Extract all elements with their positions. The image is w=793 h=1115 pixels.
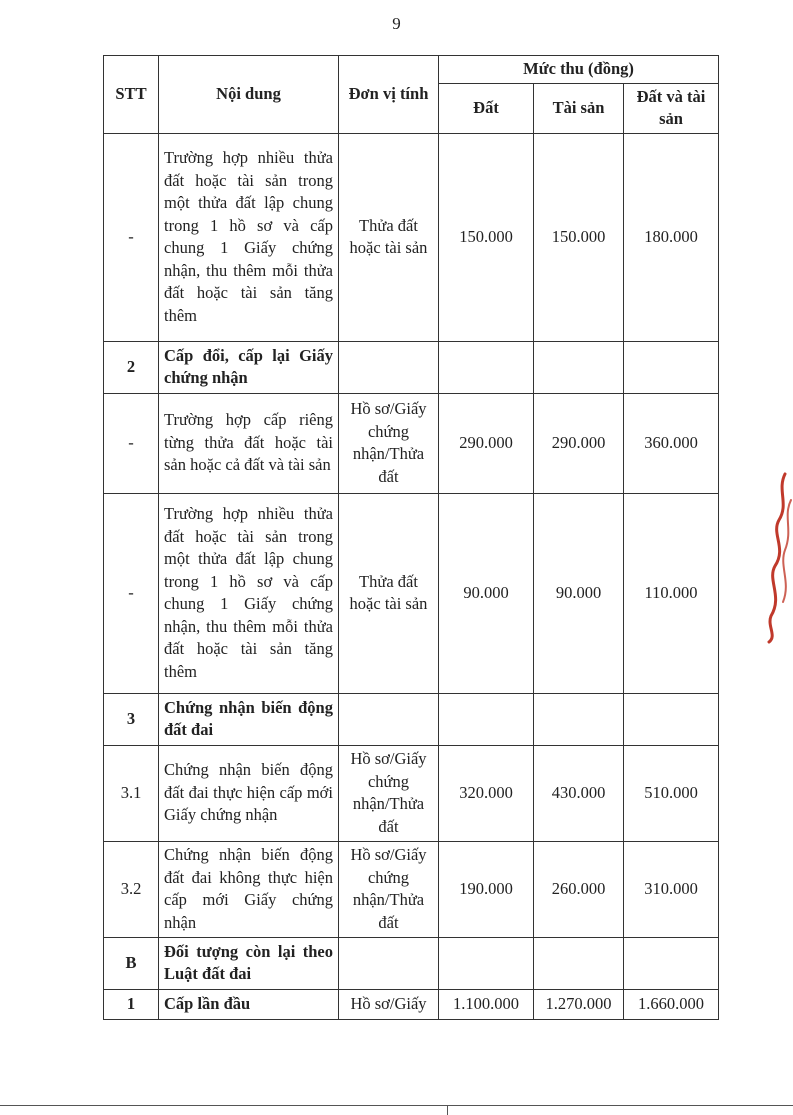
row-stt: 3.1	[104, 745, 159, 841]
table-row	[104, 133, 719, 341]
row-asset-fee: 260.000	[534, 841, 624, 937]
row-land-asset-fee	[624, 937, 719, 989]
header-land-asset: Đất và tài sản	[624, 83, 719, 133]
header-unit: Đơn vị tính	[339, 56, 439, 134]
row-unit: Thửa đất hoặc tài sản	[339, 133, 439, 341]
row-unit	[339, 693, 439, 745]
row-land-fee: 1.100.000	[439, 989, 534, 1019]
row-content: Đối tượng còn lại theo Luật đất đai	[159, 937, 339, 989]
row-stt: B	[104, 937, 159, 989]
row-content: Cấp đổi, cấp lại Giấy chứng nhận	[159, 341, 339, 393]
row-asset-fee	[534, 693, 624, 745]
table-row	[104, 989, 719, 1019]
table-row	[104, 393, 719, 493]
row-stt: 1	[104, 989, 159, 1019]
row-content: Chứng nhận biến động đất đai thực hiện cấp mới Giấy chứng nhận	[159, 745, 339, 841]
row-land-asset-fee: 180.000	[624, 133, 719, 341]
row-unit: Hồ sơ/Giấy	[339, 989, 439, 1019]
bottom-tick	[447, 1105, 448, 1115]
row-land-fee	[439, 693, 534, 745]
row-land-fee: 320.000	[439, 745, 534, 841]
header-fee-group: Mức thu (đồng)	[439, 56, 719, 84]
row-content: Trường hợp cấp riêng từng thửa đất hoặc tài sản hoặc cả đất và tài sản	[159, 393, 339, 493]
table-row	[104, 341, 719, 393]
row-unit	[339, 341, 439, 393]
table-row	[104, 841, 719, 937]
row-stt: 2	[104, 341, 159, 393]
row-asset-fee: 430.000	[534, 745, 624, 841]
table-header	[104, 56, 719, 134]
header-land: Đất	[439, 83, 534, 133]
row-asset-fee: 290.000	[534, 393, 624, 493]
row-land-asset-fee: 310.000	[624, 841, 719, 937]
row-land-fee	[439, 937, 534, 989]
table-row	[104, 493, 719, 693]
row-land-asset-fee	[624, 341, 719, 393]
header-content: Nội dung	[159, 56, 339, 134]
row-land-asset-fee: 510.000	[624, 745, 719, 841]
row-asset-fee: 1.270.000	[534, 989, 624, 1019]
row-unit: Hồ sơ/Giấy chứng nhận/Thửa đất	[339, 745, 439, 841]
row-land-fee: 290.000	[439, 393, 534, 493]
row-asset-fee	[534, 937, 624, 989]
row-stt: -	[104, 133, 159, 341]
page-number: 9	[392, 14, 401, 33]
row-land-asset-fee: 360.000	[624, 393, 719, 493]
table-row	[104, 745, 719, 841]
row-asset-fee: 90.000	[534, 493, 624, 693]
row-unit	[339, 937, 439, 989]
row-stt: 3.2	[104, 841, 159, 937]
row-content: Chứng nhận biến động đất đai không thực hiện cấp mới Giấy chứng nhận	[159, 841, 339, 937]
header-stt: STT	[104, 56, 159, 134]
fee-table	[103, 55, 719, 1020]
row-land-asset-fee	[624, 693, 719, 745]
row-land-asset-fee: 110.000	[624, 493, 719, 693]
red-seal-fragment	[757, 470, 793, 645]
row-land-asset-fee: 1.660.000	[624, 989, 719, 1019]
row-content: Trường hợp nhiều thửa đất hoặc tài sản trong một thửa đất lập chung trong 1 hồ sơ và cấp chung 1 Giấy chứng nhận, thu thêm mỗi thửa đất hoặc tài sản tăng thêm	[159, 133, 339, 341]
row-content: Chứng nhận biến động đất đai	[159, 693, 339, 745]
row-unit: Thửa đất hoặc tài sản	[339, 493, 439, 693]
row-land-fee: 190.000	[439, 841, 534, 937]
row-asset-fee	[534, 341, 624, 393]
row-stt: 3	[104, 693, 159, 745]
row-land-fee: 90.000	[439, 493, 534, 693]
row-stt: -	[104, 393, 159, 493]
table-row	[104, 693, 719, 745]
row-unit: Hồ sơ/Giấy chứng nhận/Thửa đất	[339, 841, 439, 937]
row-unit: Hồ sơ/Giấy chứng nhận/Thửa đất	[339, 393, 439, 493]
row-land-fee	[439, 341, 534, 393]
row-content: Cấp lần đầu	[159, 989, 339, 1019]
row-stt: -	[104, 493, 159, 693]
table-row	[104, 937, 719, 989]
header-asset: Tài sản	[534, 83, 624, 133]
bottom-rule	[0, 1105, 793, 1106]
row-asset-fee: 150.000	[534, 133, 624, 341]
row-land-fee: 150.000	[439, 133, 534, 341]
row-content: Trường hợp nhiều thửa đất hoặc tài sản trong một thửa đất lập chung trong 1 hồ sơ và cấp chung 1 Giấy chứng nhận, thu thêm mỗi thửa đất hoặc tài sản tăng thêm	[159, 493, 339, 693]
